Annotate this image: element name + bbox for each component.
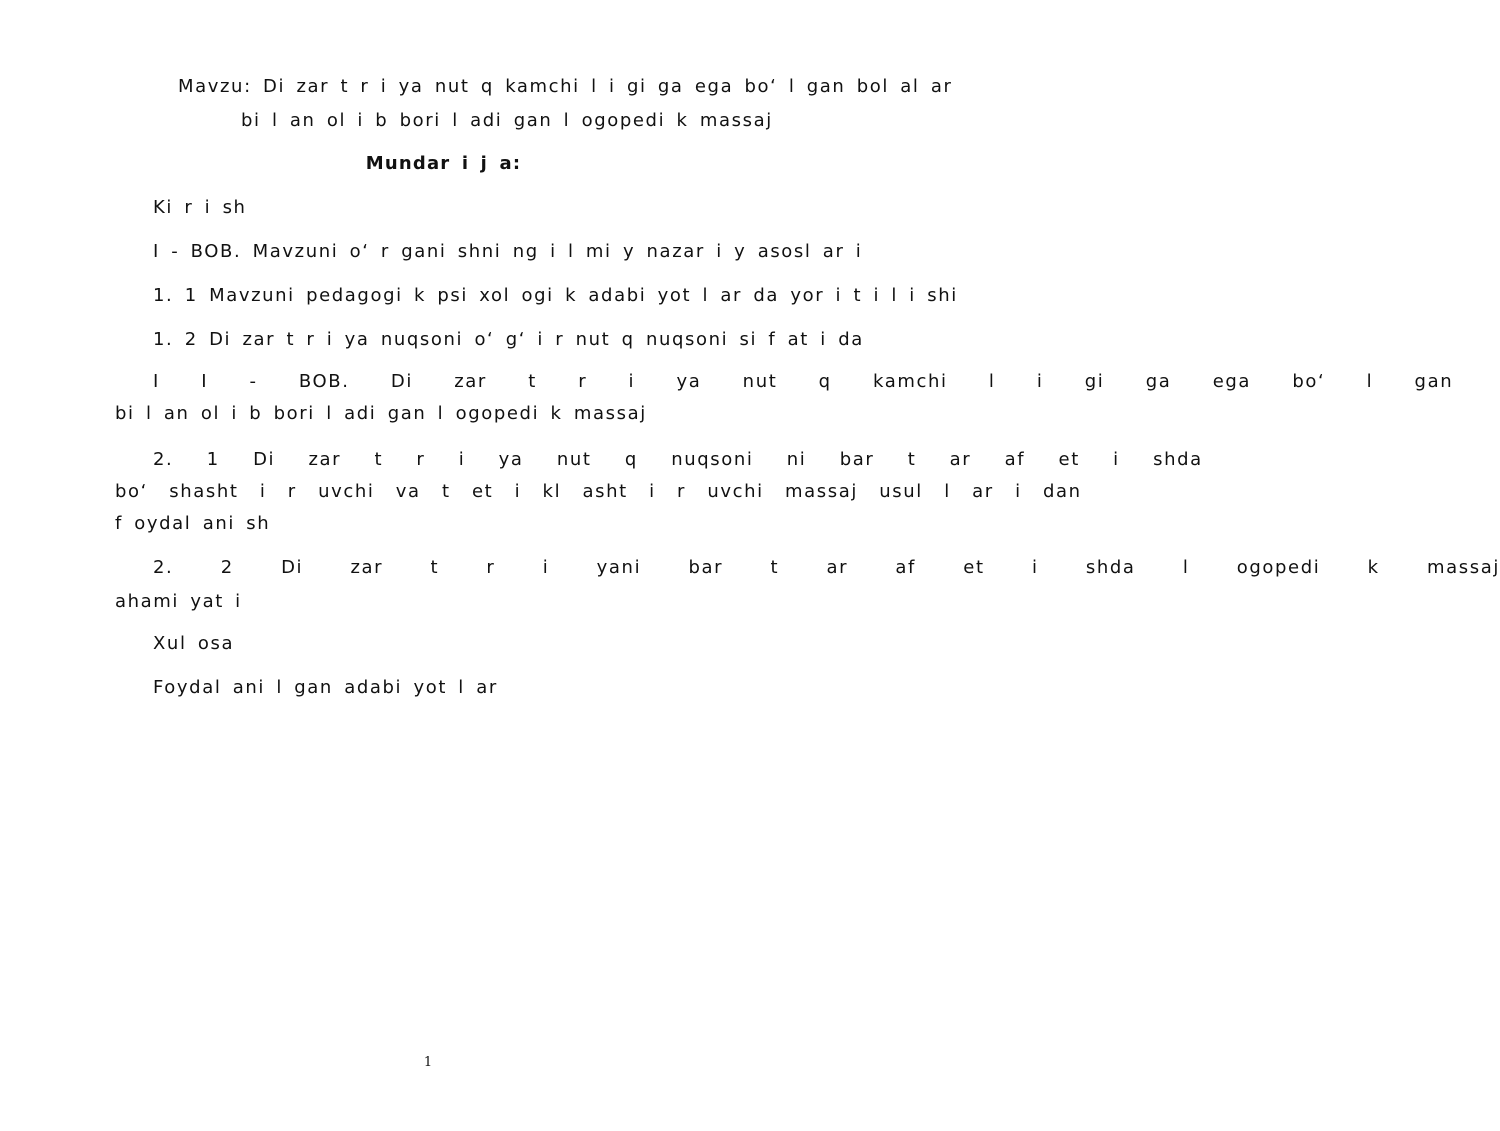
toc-item-section-2-1-line-2: bo‘ shasht i r uvchi va t et i kl asht i r uvchi massaj usul l ar i dan — [115, 481, 1082, 502]
toc-item-section-1-2: 1. 2 Di zar t r i ya nuqsoni o‘ g‘ i r nut q nuqsoni si f at i da — [153, 329, 864, 350]
document-title-line-2: bi l an ol i b bori l adi gan l ogopedi k massaj — [241, 110, 773, 131]
toc-item-section-2-1-line-1: 2. 1 Di zar t r i ya nut q nuqsoni ni bar t ar af et i shda — [153, 449, 1203, 470]
document-title-line-1: Mavzu: Di zar t r i ya nut q kamchi l i gi ga ega bo‘ l gan bol al ar — [178, 76, 953, 97]
toc-item-section-2-2-line-2: ahami yat i — [115, 591, 242, 612]
page-number: 1 — [423, 1055, 433, 1070]
toc-item-introduction: Ki r i sh — [153, 197, 247, 218]
toc-item-references: Foydal ani l gan adabi yot l ar — [153, 677, 498, 698]
table-of-contents-heading: Mundar i j a: — [365, 153, 522, 174]
toc-item-section-2-1-line-3: f oydal ani sh — [115, 513, 271, 534]
toc-item-section-2-2-line-1: 2. 2 Di zar t r i yani bar t ar af et i shda l ogopedi k massaj — [153, 557, 1500, 578]
toc-item-conclusion: Xul osa — [153, 633, 235, 654]
toc-item-section-1-1: 1. 1 Mavzuni pedagogi k psi xol ogi k adabi yot l ar da yor i t i l i shi — [153, 285, 958, 306]
toc-item-chapter-1: I - BOB. Mavzuni o‘ r gani shni ng i l mi y nazar i y asosl ar i — [153, 241, 863, 262]
toc-item-chapter-2-line-2: bi l an ol i b bori l adi gan l ogopedi k massaj — [115, 403, 647, 424]
toc-item-chapter-2-line-1: I I - BOB. Di zar t r i ya nut q kamchi l i gi ga ega bo‘ l gan — [153, 371, 1454, 392]
